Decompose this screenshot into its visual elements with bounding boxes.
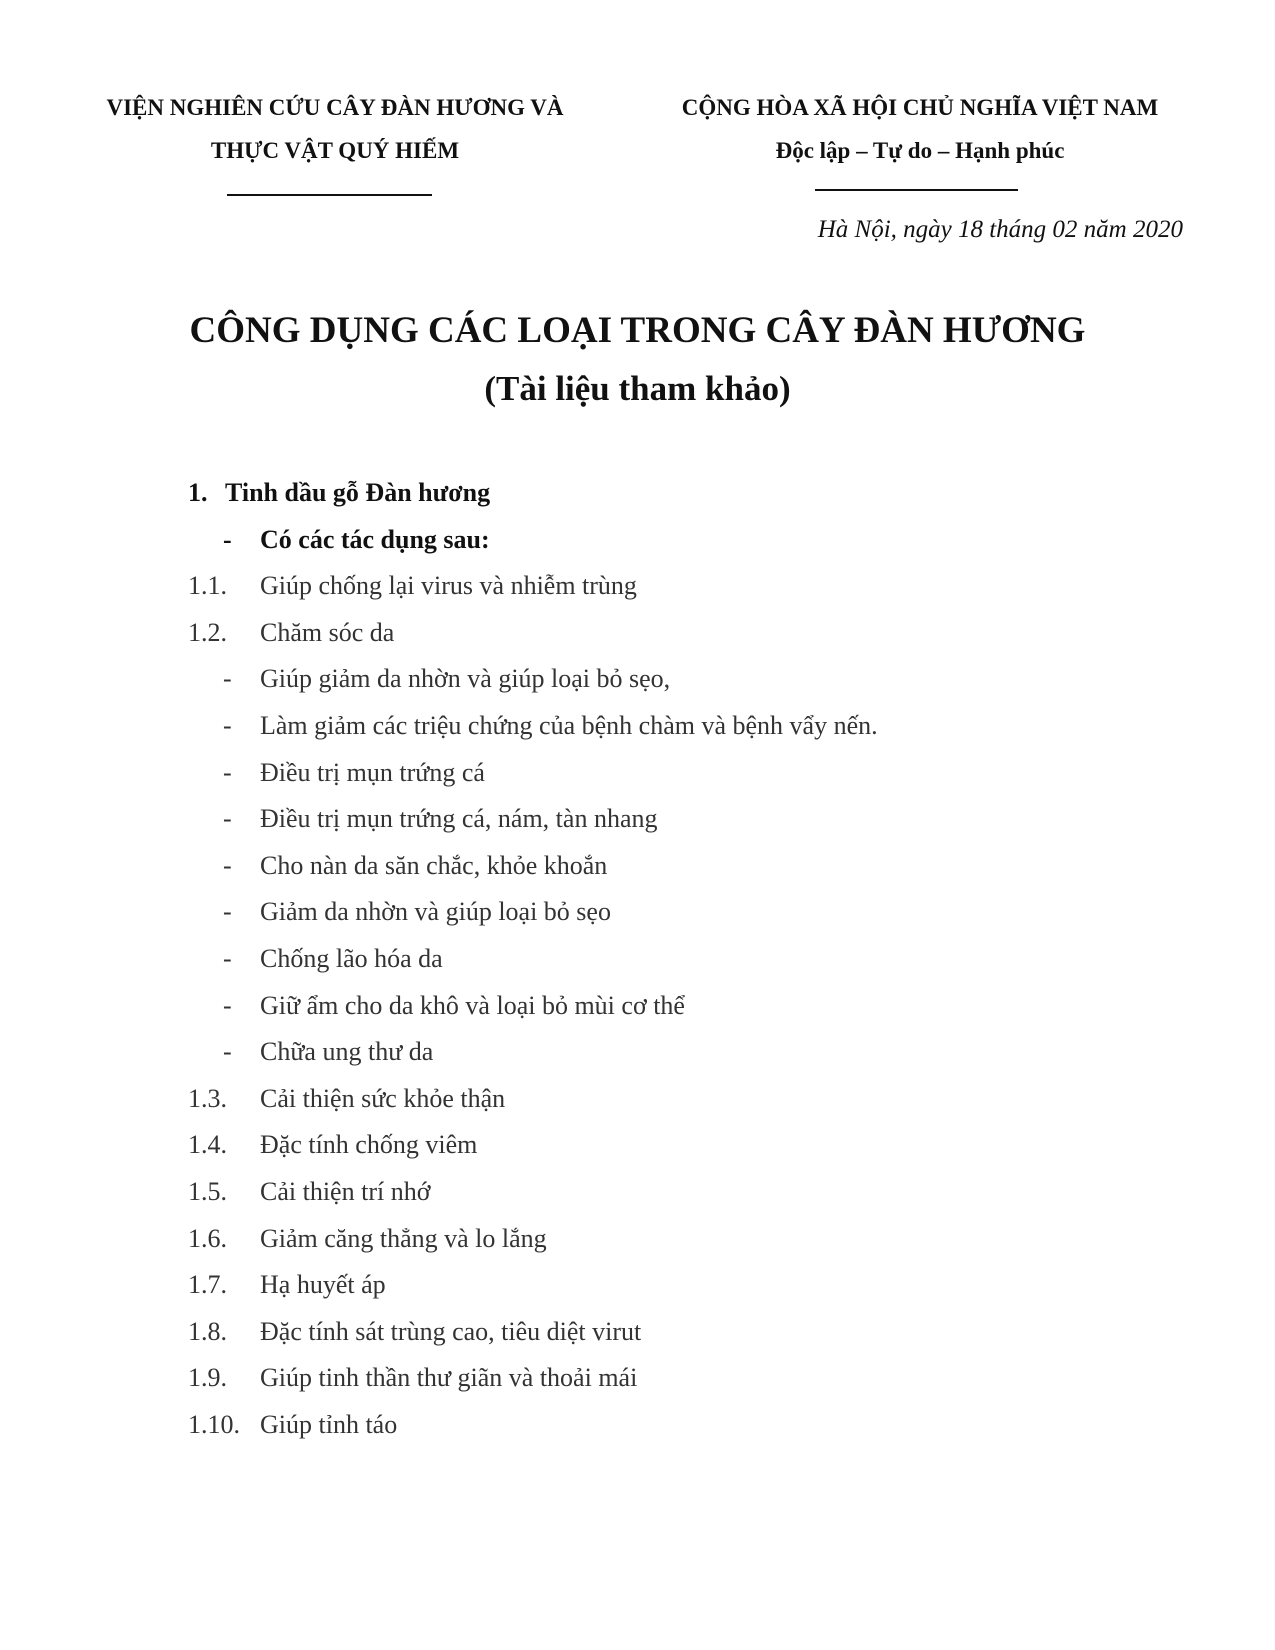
item-text: Giúp tinh thần thư giãn và thoải mái — [260, 1363, 638, 1393]
item-number: 1.7. — [188, 1270, 227, 1300]
institute-header — [70, 86, 600, 172]
document-subtitle: (Tài liệu tham khảo) — [484, 369, 791, 408]
list-item — [188, 1262, 1188, 1309]
sub-item-text: Giúp giảm da nhờn và giúp loại bỏ sẹo, — [260, 664, 671, 694]
item-text: Cải thiện sức khỏe thận — [260, 1083, 506, 1113]
section-heading — [188, 470, 1188, 517]
item-text: Giảm căng thẳng và lo lắng — [260, 1223, 547, 1253]
sub-item-text: Chống lão hóa da — [260, 943, 443, 973]
sub-item-text: Làm giảm các triệu chứng của bệnh chàm và bệnh vẩy nến. — [260, 710, 878, 740]
institute-underline — [227, 194, 432, 196]
national-motto-line2: Độc lập – Tự do – Hạnh phúc — [775, 138, 1065, 163]
item-number: 1.6. — [188, 1223, 227, 1253]
sub-list-item — [188, 936, 1188, 983]
item-number: 1.10. — [188, 1409, 240, 1439]
bullet-dash: - — [223, 664, 232, 694]
bullet-dash: - — [223, 1037, 232, 1067]
bullet-dash: - — [223, 524, 232, 554]
section-number: 1. — [188, 478, 208, 507]
bullet-dash: - — [223, 757, 232, 787]
institute-name-line2: THỰC VẬT QUÝ HIẾM — [210, 138, 460, 163]
list-item — [188, 1309, 1188, 1356]
item-text: Cải thiện trí nhớ — [260, 1176, 431, 1206]
list-item — [188, 1169, 1188, 1216]
item-number: 1.5. — [188, 1176, 227, 1206]
item-text: Hạ huyết áp — [260, 1270, 386, 1300]
section-title: Tinh dầu gỗ Đàn hương — [225, 478, 491, 507]
national-header — [655, 86, 1185, 172]
list-item — [188, 563, 1188, 610]
list-item — [188, 1216, 1188, 1263]
sub-item-text: Điều trị mụn trứng cá, nám, tàn nhang — [260, 804, 658, 834]
document-title: CÔNG DỤNG CÁC LOẠI TRONG CÂY ĐÀN HƯƠNG — [189, 310, 1086, 351]
national-motto-line1: CỘNG HÒA XÃ HỘI CHỦ NGHĨA VIỆT NAM — [681, 95, 1159, 120]
list-item — [188, 1355, 1188, 1402]
title-block — [0, 302, 1275, 418]
sub-list-item — [188, 656, 1188, 703]
item-number: 1.4. — [188, 1130, 227, 1160]
sub-list-item — [188, 843, 1188, 890]
list-item — [188, 1076, 1188, 1123]
bullet-dash: - — [223, 804, 232, 834]
sub-item-text: Điều trị mụn trứng cá — [260, 757, 485, 787]
item-number: 1.2. — [188, 617, 227, 647]
motto-underline — [815, 189, 1018, 191]
sub-item-text: Giảm da nhờn và giúp loại bỏ sẹo — [260, 897, 611, 927]
sub-list-item — [188, 983, 1188, 1030]
bullet-dash: - — [223, 850, 232, 880]
sub-list-item — [188, 703, 1188, 750]
item-number: 1.8. — [188, 1316, 227, 1346]
institute-name-line1: VIỆN NGHIÊN CỨU CÂY ĐÀN HƯƠNG VÀ — [106, 95, 564, 120]
item-text: Giúp tỉnh táo — [260, 1409, 398, 1439]
sub-item-text: Cho nàn da săn chắc, khỏe khoắn — [260, 850, 608, 880]
sub-list-item — [188, 1029, 1188, 1076]
document-body — [188, 470, 1188, 1448]
list-item — [188, 1122, 1188, 1169]
list-item — [188, 1402, 1188, 1449]
sub-list-item — [188, 796, 1188, 843]
item-text: Giúp chống lại virus và nhiễm trùng — [260, 571, 637, 601]
item-number: 1.9. — [188, 1363, 227, 1393]
sub-item-text: Chữa ung thư da — [260, 1037, 434, 1067]
item-number: 1.1. — [188, 571, 227, 601]
sub-item-text: Giữ ẩm cho da khô và loại bỏ mùi cơ thể — [260, 990, 685, 1020]
section-lead — [188, 517, 1188, 564]
list-item — [188, 610, 1188, 657]
bullet-dash: - — [223, 943, 232, 973]
item-text: Đặc tính sát trùng cao, tiêu diệt virut — [260, 1316, 642, 1346]
sub-list-item — [188, 750, 1188, 797]
document-date: Hà Nội, ngày 18 tháng 02 năm 2020 — [817, 216, 1183, 243]
item-text: Đặc tính chống viêm — [260, 1130, 478, 1160]
bullet-dash: - — [223, 897, 232, 927]
item-number: 1.3. — [188, 1083, 227, 1113]
sub-list-item — [188, 889, 1188, 936]
bullet-dash: - — [223, 710, 232, 740]
section-lead-text: Có các tác dụng sau: — [260, 524, 490, 554]
bullet-dash: - — [223, 990, 232, 1020]
item-text: Chăm sóc da — [260, 617, 395, 647]
